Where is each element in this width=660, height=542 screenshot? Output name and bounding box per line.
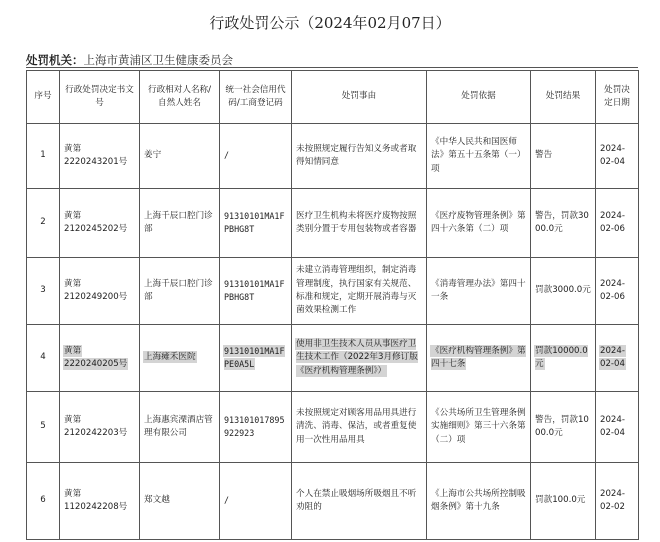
credit-code: 91310101MA1FPBHG8T bbox=[220, 258, 292, 325]
authority-line bbox=[26, 52, 233, 68]
header-cell: 处罚事由 bbox=[292, 71, 427, 124]
table-row bbox=[27, 189, 639, 258]
party-name: 上海瘫禾医院 bbox=[140, 325, 220, 392]
page-title: 行政处罚公示（2024年02月07日） bbox=[209, 14, 451, 32]
penalty-result: 罚款10000.0元 bbox=[531, 325, 596, 392]
penalty-reason: 未建立消毒管理组织，制定消毒管理制度，执行国家有关规范、标准和规定，定期开展消毒与灭菌效果检测工作 bbox=[292, 258, 427, 325]
table-row bbox=[27, 258, 639, 325]
row-number: 1 bbox=[27, 124, 60, 189]
party-name: 上海惠宾溧酒店管理有限公司 bbox=[140, 392, 220, 463]
header-cell: 行政处罚决定书文号 bbox=[60, 71, 140, 124]
divider bbox=[26, 67, 638, 68]
credit-code: / bbox=[220, 124, 292, 189]
credit-code: 91310101MA1FPBHG8T bbox=[220, 189, 292, 258]
penalty-reason: 使用非卫生技术人员从事医疗卫生技术工作（2022年3月修订版《医疗机构管理条例》） bbox=[292, 325, 427, 392]
penalty-reason: 未按照规定对顾客用品用具进行清洗、消毒、保洁，或者重复使用一次性用品用具 bbox=[292, 392, 427, 463]
penalty-result: 警告，罚款3000.0元 bbox=[531, 189, 596, 258]
penalty-result: 警告 bbox=[531, 124, 596, 189]
decision-number: 黄第 2220240205号 bbox=[60, 325, 140, 392]
penalty-basis: 《公共场所卫生管理条例实施细则》第三十六条第（二）项 bbox=[427, 392, 531, 463]
party-name: 上海千辰口腔门诊部 bbox=[140, 189, 220, 258]
decision-date: 2024- 02-04 bbox=[596, 325, 639, 392]
penalty-table bbox=[26, 70, 639, 540]
penalty-result: 罚款100.0元 bbox=[531, 463, 596, 540]
penalty-result: 罚款3000.0元 bbox=[531, 258, 596, 325]
decision-number: 黄第 1120242208号 bbox=[60, 463, 140, 540]
party-name: 上海千辰口腔门诊部 bbox=[140, 258, 220, 325]
penalty-reason: 未按照规定履行告知义务或者取得知情同意 bbox=[292, 124, 427, 189]
decision-date: 2024- 02-06 bbox=[596, 189, 639, 258]
decision-date: 2024- 02-04 bbox=[596, 124, 639, 189]
authority-label: 处罚机关： bbox=[26, 53, 84, 67]
party-name: 郑文越 bbox=[140, 463, 220, 540]
credit-code: / bbox=[220, 463, 292, 540]
penalty-basis: 《医疗废物管理条例》第四十六条第（二）项 bbox=[427, 189, 531, 258]
header-cell: 行政相对人名称/自然人姓名 bbox=[140, 71, 220, 124]
decision-number: 黄第 2120242203号 bbox=[60, 392, 140, 463]
table-row bbox=[27, 463, 639, 540]
decision-date: 2024- 02-06 bbox=[596, 258, 639, 325]
penalty-result: 警告，罚款1000.0元 bbox=[531, 392, 596, 463]
decision-number: 黄第 2220243201号 bbox=[60, 124, 140, 189]
table-row bbox=[27, 392, 639, 463]
header-cell: 统一社会信用代码/工商登记码 bbox=[220, 71, 292, 124]
header-cell: 处罚结果 bbox=[531, 71, 596, 124]
penalty-basis: 《中华人民共和国医师法》第五十五条第（一）项 bbox=[427, 124, 531, 189]
penalty-basis: 《医疗机构管理条例》第四十七条 bbox=[427, 325, 531, 392]
decision-number: 黄第 2120245202号 bbox=[60, 189, 140, 258]
penalty-basis: 《消毒管理办法》第四十一条 bbox=[427, 258, 531, 325]
decision-date: 2024- 02-02 bbox=[596, 463, 639, 540]
header-cell: 处罚依据 bbox=[427, 71, 531, 124]
table-row bbox=[27, 124, 639, 189]
decision-date: 2024- 02-04 bbox=[596, 392, 639, 463]
party-name: 姜宁 bbox=[140, 124, 220, 189]
decision-number: 黄第 2120249200号 bbox=[60, 258, 140, 325]
row-number: 5 bbox=[27, 392, 60, 463]
header-cell: 序号 bbox=[27, 71, 60, 124]
table-header-row bbox=[27, 71, 639, 124]
header-cell: 处罚决定日期 bbox=[596, 71, 639, 124]
penalty-basis: 《上海市公共场所控制吸烟条例》第十九条 bbox=[427, 463, 531, 540]
row-number: 6 bbox=[27, 463, 60, 540]
credit-code: 91310101MA1FPE0A5L bbox=[220, 325, 292, 392]
credit-code: 913101017895922923 bbox=[220, 392, 292, 463]
table-row-highlighted bbox=[27, 325, 639, 392]
penalty-reason: 医疗卫生机构未将医疗废物按照类别分置于专用包装物或者容器 bbox=[292, 189, 427, 258]
row-number: 2 bbox=[27, 189, 60, 258]
row-number: 3 bbox=[27, 258, 60, 325]
penalty-reason: 个人在禁止吸烟场所吸烟且不听劝阻的 bbox=[292, 463, 427, 540]
row-number: 4 bbox=[27, 325, 60, 392]
authority-value: 上海市黄浦区卫生健康委员会 bbox=[83, 53, 233, 67]
